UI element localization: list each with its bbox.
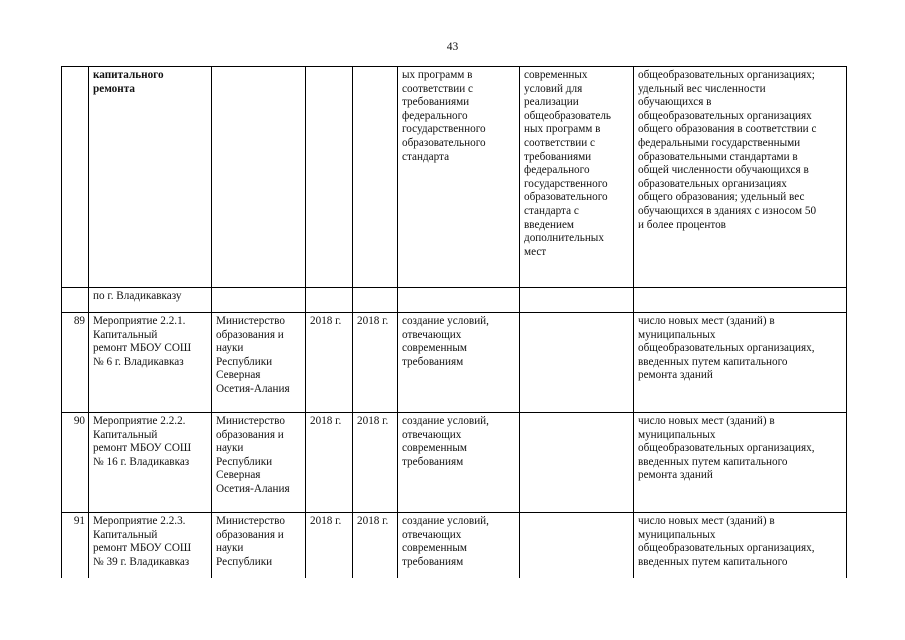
- page-number: 43: [446, 41, 459, 53]
- cell-effect: современных условий для реализации общеобразователь ных программ в соответствии с требованиями федерального государственного образовательного стандарта с введением дополнительных мест: [520, 67, 634, 288]
- cell-end: 2018 г.: [353, 513, 398, 579]
- cell-end: 2018 г.: [353, 413, 398, 513]
- cell-result: [398, 288, 520, 313]
- cell-num: [62, 288, 89, 313]
- cell-effect: [520, 288, 634, 313]
- program-activities-table: [61, 66, 847, 578]
- cell-executor: [212, 288, 306, 313]
- cell-name: Мероприятие 2.2.2. Капитальный ремонт МБОУ СОШ № 16 г. Владикавказ: [89, 413, 212, 513]
- cell-effect: [520, 313, 634, 413]
- cell-result: ых программ в соответствии с требованиями федерального государственного образовательного стандарта: [398, 67, 520, 288]
- cell-start: 2018 г.: [306, 513, 353, 579]
- cell-num: 90: [62, 413, 89, 513]
- city-row: [62, 288, 847, 313]
- cell-result: создание условий, отвечающих современным требованиям: [398, 413, 520, 513]
- cell-start: 2018 г.: [306, 313, 353, 413]
- cell-name: Мероприятие 2.2.3. Капитальный ремонт МБОУ СОШ № 39 г. Владикавказ: [89, 513, 212, 579]
- table-row: [62, 513, 847, 579]
- cell-result: создание условий, отвечающих современным требованиям: [398, 513, 520, 579]
- cell-executor: [212, 67, 306, 288]
- cell-executor: Министерство образования и науки Республики Северная Осетия-Алания: [212, 413, 306, 513]
- cell-end: [353, 288, 398, 313]
- cell-executor: Министерство образования и науки Республики: [212, 513, 306, 579]
- cell-result: создание условий, отвечающих современным требованиям: [398, 313, 520, 413]
- cell-effect: [520, 513, 634, 579]
- cell-start: [306, 288, 353, 313]
- cell-start: 2018 г.: [306, 413, 353, 513]
- cell-indicator: число новых мест (зданий) в муниципальных общеобразовательных организациях, введенных путем капитального: [634, 513, 847, 579]
- cell-num: 89: [62, 313, 89, 413]
- table-row: [62, 313, 847, 413]
- cell-end: [353, 67, 398, 288]
- cell-num: 91: [62, 513, 89, 579]
- cell-indicator: общеобразовательных организациях; удельный вес численности обучающихся в общеобразовательных организациях общего образования в соответствии с федеральными государственными образовательными стандартами в общей численности обучающихся в образовательных организациях общего образования; удельный вес обучающихся в зданиях с износом 50 и более процентов: [634, 67, 847, 288]
- cell-city-label: по г. Владикавказу: [89, 288, 212, 313]
- cell-end: 2018 г.: [353, 313, 398, 413]
- cell-num: [62, 67, 89, 288]
- cell-indicator: число новых мест (зданий) в муниципальных общеобразовательных организациях, введенных путем капитального ремонта зданий: [634, 313, 847, 413]
- cell-name: Мероприятие 2.2.1. Капитальный ремонт МБОУ СОШ № 6 г. Владикавказ: [89, 313, 212, 413]
- table-row: [62, 413, 847, 513]
- cell-effect: [520, 413, 634, 513]
- continuation-row: [62, 67, 847, 288]
- cell-indicator: число новых мест (зданий) в муниципальных общеобразовательных организациях, введенных путем капитального ремонта зданий: [634, 413, 847, 513]
- cell-start: [306, 67, 353, 288]
- cell-executor: Министерство образования и науки Республики Северная Осетия-Алания: [212, 313, 306, 413]
- cell-name: капитального ремонта: [89, 67, 212, 288]
- cell-indicator: [634, 288, 847, 313]
